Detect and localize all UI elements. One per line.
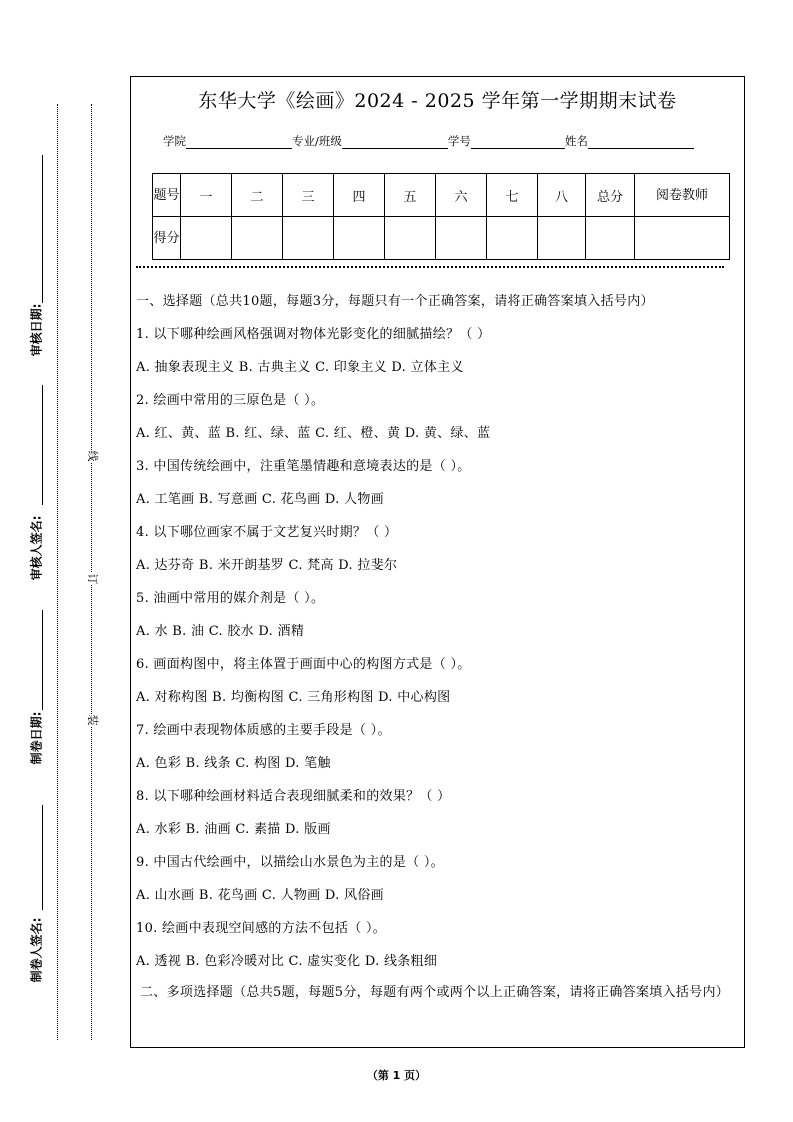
major-class-field[interactable] <box>342 135 448 149</box>
options-6: A. 对称构图 B. 均衡构图 C. 三角形构图 D. 中心构图 <box>136 690 451 705</box>
name-field[interactable] <box>588 135 694 149</box>
header-col-6: 六 <box>436 174 487 217</box>
review-date-line <box>42 155 43 303</box>
section1-heading: 一、选择题（总共10题，每题3分，每题只有一个正确答案，请将正确答案填入括号内） <box>136 294 654 309</box>
made-date-label: 制卷日期: <box>29 711 44 765</box>
exam-title: 东华大学《绘画》2024 - 2025 学年第一学期期末试卷 <box>198 90 677 112</box>
header-col-3: 三 <box>283 174 334 217</box>
student-id-field[interactable] <box>471 135 565 149</box>
question-8: 8. 以下哪种绘画材料适合表现细腻柔和的效果？（ ） <box>136 789 451 804</box>
score-table-score-row <box>153 217 730 260</box>
question-9: 9. 中国古代绘画中，以描绘山水景色为主的是（ ）。 <box>136 855 444 870</box>
score-cell[interactable] <box>232 217 283 260</box>
score-cell[interactable] <box>538 217 586 260</box>
binding-dotted-line-inner <box>91 104 92 1040</box>
header-col-5: 五 <box>385 174 436 217</box>
score-cell-total[interactable] <box>586 217 635 260</box>
header-col-4: 四 <box>334 174 385 217</box>
review-date-label: 审核日期: <box>29 303 44 357</box>
section2-heading: 二、多项选择题（总共5题，每题5分，每题有两个或两个以上正确答案，请将正确答案填入括号内） <box>140 985 730 1000</box>
header-grader: 阅卷教师 <box>635 174 730 217</box>
question-1: 1. 以下哪种绘画风格强调对物体光影变化的细腻描绘？（ ） <box>136 327 491 342</box>
question-7: 7. 绘画中表现物体质感的主要手段是（ ）。 <box>136 723 391 738</box>
header-col-7: 七 <box>487 174 538 217</box>
binding-char-ding: 订 <box>86 573 99 585</box>
options-4: A. 达芬奇 B. 米开朗基罗 C. 梵高 D. 拉斐尔 <box>136 558 398 573</box>
binding-char-line: 线 <box>86 450 99 462</box>
maker-signature-line <box>42 805 43 910</box>
student-info-row <box>163 133 694 149</box>
exam-content <box>136 292 740 1002</box>
question-4: 4. 以下哪位画家不属于文艺复兴时期？（ ） <box>136 525 398 540</box>
college-field[interactable] <box>186 135 292 149</box>
question-6: 6. 画面构图中，将主体置于画面中心的构图方式是（ ）。 <box>136 657 471 672</box>
maker-signature-label: 制卷人签名: <box>29 917 44 983</box>
options-5: A. 水 B. 油 C. 胶水 D. 酒精 <box>136 624 305 639</box>
grader-cell[interactable] <box>635 217 730 260</box>
options-10: A. 透视 B. 色彩冷暖对比 C. 虚实变化 D. 线条粗细 <box>136 954 438 969</box>
header-col-1: 一 <box>181 174 232 217</box>
options-3: A. 工笔画 B. 写意画 C. 花鸟画 D. 人物画 <box>136 492 384 507</box>
college-label: 学院 <box>163 134 186 148</box>
options-8: A. 水彩 B. 油画 C. 素描 D. 版画 <box>136 822 331 837</box>
options-7: A. 色彩 B. 线条 C. 构图 D. 笔触 <box>136 756 331 771</box>
score-cell[interactable] <box>181 217 232 260</box>
header-total: 总分 <box>586 174 635 217</box>
header-col-2: 二 <box>232 174 283 217</box>
score-cell[interactable] <box>436 217 487 260</box>
name-label: 姓名 <box>564 134 588 148</box>
options-2: A. 红、黄、蓝 B. 红、绿、蓝 C. 红、橙、黄 D. 黄、绿、蓝 <box>136 426 491 441</box>
reviewer-signature-label: 审核人签名: <box>29 515 44 581</box>
major-class-label: 专业/班级 <box>292 134 342 148</box>
options-9: A. 山水画 B. 花鸟画 C. 人物画 D. 风俗画 <box>136 888 384 903</box>
made-date-line <box>42 610 43 710</box>
score-cell[interactable] <box>283 217 334 260</box>
binding-char-zhuang: 装 <box>86 714 99 726</box>
binding-dotted-line-outer <box>57 104 58 1040</box>
question-5: 5. 油画中常用的媒介剂是（ ）。 <box>136 591 325 606</box>
header-question-no: 题号 <box>153 174 181 217</box>
question-10: 10. 绘画中表现空间感的方法不包括（ ）。 <box>136 921 387 936</box>
score-cell[interactable] <box>334 217 385 260</box>
question-2: 2. 绘画中常用的三原色是（ ）。 <box>136 393 325 408</box>
options-1: A. 抽象表现主义 B. 古典主义 C. 印象主义 D. 立体主义 <box>136 360 464 375</box>
reviewer-signature-line <box>42 385 43 505</box>
question-3: 3. 中国传统绘画中，注重笔墨情趣和意境表达的是（ ）。 <box>136 459 471 474</box>
score-table-header-row <box>153 174 730 217</box>
header-col-8: 八 <box>538 174 586 217</box>
student-id-label: 学号 <box>447 134 471 148</box>
score-table <box>152 173 730 260</box>
score-cell[interactable] <box>385 217 436 260</box>
row-score-label: 得分 <box>153 217 181 260</box>
page-footer: （第 1 页） <box>366 1069 427 1082</box>
section-separator <box>136 266 724 268</box>
score-cell[interactable] <box>487 217 538 260</box>
